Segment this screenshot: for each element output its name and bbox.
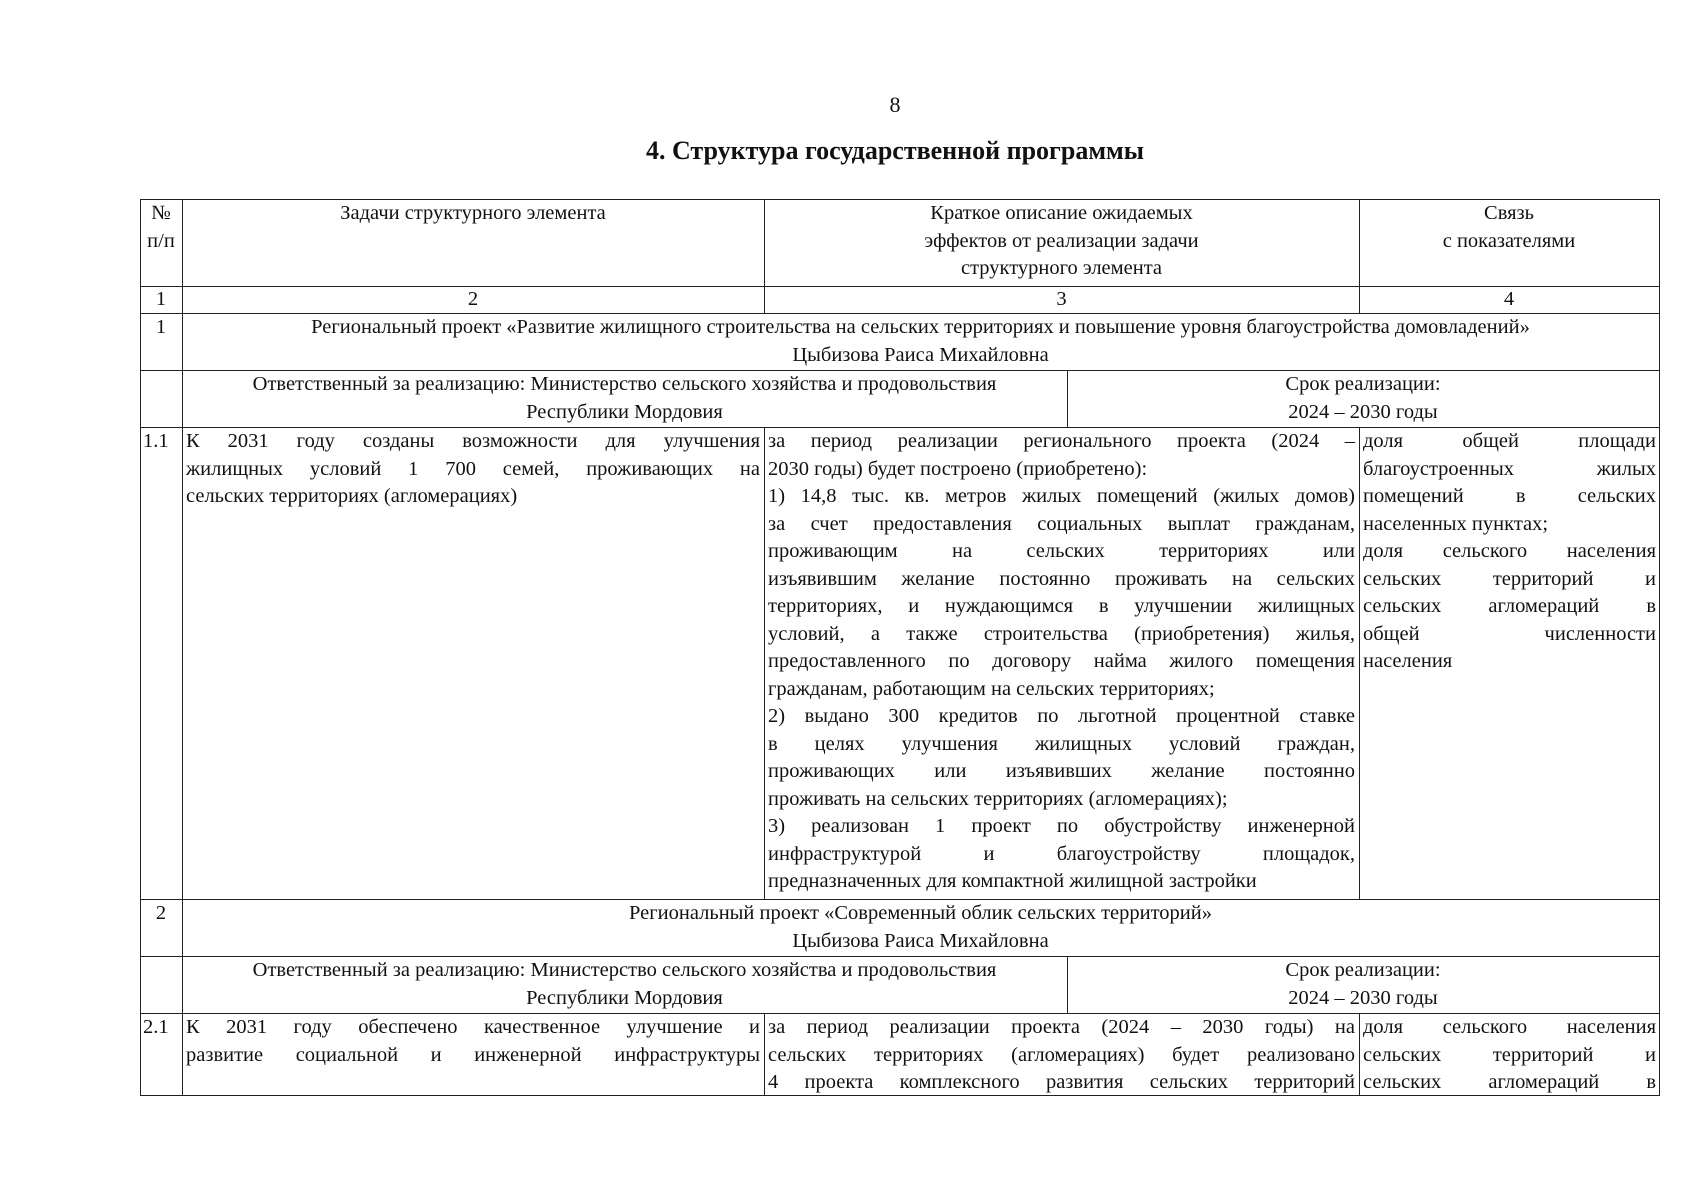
term-line: 2024 – 2030 годы xyxy=(1288,400,1438,423)
col-number: 3 xyxy=(1056,288,1067,310)
task-text-line: К 2031 году обеспечено качественное улучшение и xyxy=(186,1016,760,1038)
effect-line: за период реализации проекта (2024 – 2030 годы) на xyxy=(768,1016,1355,1038)
indicator-line: сельских территорий и xyxy=(1363,567,1656,590)
effect-line: за счет предоставления социальных выплат гражданам, xyxy=(768,512,1355,535)
effect-line: предназначенных для компактной жилищной застройки xyxy=(768,870,1257,892)
indicator-line: сельских агломераций в xyxy=(1363,595,1656,617)
project-responsible xyxy=(182,371,1067,426)
effect-line: инфраструктурой и благоустройству площадок, xyxy=(768,842,1355,865)
effect-line: условий, а также строительства (приобретения) жилья, xyxy=(768,622,1355,645)
project-head: Цыбизова Раиса Михайловна xyxy=(792,929,1049,952)
effect-line: гражданам, работающим на сельских территориях; xyxy=(768,677,1215,700)
effect-line: проживающих или изъявивших желание постоянно xyxy=(768,760,1355,782)
indicator-line: населения xyxy=(1363,650,1453,672)
project-title xyxy=(182,314,1659,369)
effect-line: 4 проекта комплексного развития сельских территорий xyxy=(768,1071,1355,1093)
task-indicators xyxy=(1363,1014,1656,1097)
task-number: 2.1 xyxy=(143,1016,169,1038)
project-title-text: Региональный проект «Современный облик сельских территорий» xyxy=(629,902,1212,924)
task-text-line: развитие социальной и инженерной инфраструктуры xyxy=(186,1043,760,1066)
col-number: 2 xyxy=(467,288,479,310)
task-number: 1.1 xyxy=(143,430,169,452)
indicator-line: сельских территорий и xyxy=(1363,1043,1656,1066)
header-num-line: п/п xyxy=(147,229,175,252)
table-rule xyxy=(764,427,765,899)
effect-line: 3) реализован 1 проект по обустройству инженерной xyxy=(768,815,1355,837)
project-head: Цыбизова Раиса Михайловна xyxy=(792,343,1049,366)
task-text-line: сельских территориях (агломерациях) xyxy=(186,485,518,507)
effect-line: 2) выдано 300 кредитов по льготной процентной ставке xyxy=(768,705,1355,727)
section-title: 4. Структура государственной программы xyxy=(645,136,1145,165)
task-text xyxy=(186,1014,760,1069)
table-border xyxy=(1659,199,1660,1096)
task-text xyxy=(186,428,760,511)
header-num xyxy=(140,200,182,255)
col-number: 1 xyxy=(155,288,167,310)
term-line: 2024 – 2030 годы xyxy=(1288,986,1438,1009)
project-responsible xyxy=(182,957,1067,1012)
project-term xyxy=(1067,371,1659,426)
task-text-line: К 2031 году созданы возможности для улучшения xyxy=(186,430,760,452)
effect-line: предоставленного по договору найма жилого помещения xyxy=(768,650,1355,672)
project-number: 2 xyxy=(155,902,167,924)
effect-line: изъявившим желание постоянно проживать на сельских xyxy=(768,567,1355,590)
indicator-line: благоустроенных жилых xyxy=(1363,457,1656,480)
effect-line: проживающим на сельских территориях или xyxy=(768,540,1355,562)
header-indicators-line: Связь xyxy=(1484,202,1534,224)
task-effects xyxy=(768,1014,1355,1097)
table-rule xyxy=(1359,1013,1360,1095)
task-indicators xyxy=(1363,428,1656,676)
effect-line: проживать на сельских территориях (агломерациях); xyxy=(768,787,1228,810)
task-text-line: жилищных условий 1 700 семей, проживающих на xyxy=(186,457,760,480)
indicator-line: доля общей площади xyxy=(1363,430,1656,452)
term-line: Срок реализации: xyxy=(1285,959,1441,981)
header-indicators-line: с показателями xyxy=(1442,229,1576,252)
effect-line: сельских территориях (агломерациях) будет реализовано xyxy=(768,1043,1355,1066)
page-number: 8 xyxy=(889,92,901,117)
responsible-line: Республики Мордовия xyxy=(526,400,723,423)
effect-line: в целях улучшения жилищных условий граждан, xyxy=(768,732,1355,755)
effect-line: за период реализации регионального проекта (2024 – xyxy=(768,430,1355,452)
header-effects xyxy=(764,200,1359,283)
col-number: 4 xyxy=(1503,288,1515,310)
header-num-line: № xyxy=(151,202,171,224)
header-effects-line: структурного элемента xyxy=(960,257,1163,279)
header-indicators xyxy=(1359,200,1659,255)
effect-line: 1) 14,8 тыс. кв. метров жилых помещений (жилых домов) xyxy=(768,485,1355,507)
task-effects xyxy=(768,428,1355,896)
responsible-line: Республики Мордовия xyxy=(526,986,723,1009)
indicator-line: общей численности xyxy=(1363,622,1656,645)
project-title-text: Региональный проект «Развитие жилищного строительства на сельских территориях и повышение уровня благоустройства домовладений» xyxy=(311,316,1530,338)
effect-line: территориях, и нуждающимся в улучшении жилищных xyxy=(768,595,1355,617)
header-tasks xyxy=(182,200,764,228)
header-effects-line: эффектов от реализации задачи xyxy=(924,229,1199,252)
effect-line: 2030 годы) будет построено (приобретено): xyxy=(768,457,1148,480)
project-number: 1 xyxy=(155,316,167,338)
indicator-line: сельских агломераций в xyxy=(1363,1071,1656,1093)
responsible-line: Ответственный за реализацию: Министерство сельского хозяйства и продовольствия xyxy=(252,373,997,395)
responsible-line: Ответственный за реализацию: Министерство сельского хозяйства и продовольствия xyxy=(252,959,997,981)
table-rule xyxy=(1359,427,1360,899)
header-effects-line: Краткое описание ожидаемых xyxy=(930,202,1193,224)
structure-table xyxy=(140,199,1660,1096)
table-rule xyxy=(764,1013,765,1095)
indicator-line: помещений в сельских xyxy=(1363,485,1656,507)
indicator-line: доля сельского населения xyxy=(1363,1016,1656,1038)
term-line: Срок реализации: xyxy=(1285,373,1441,395)
header-tasks-text: Задачи структурного элемента xyxy=(340,202,606,224)
indicator-line: доля сельского населения xyxy=(1363,540,1656,562)
project-term xyxy=(1067,957,1659,1012)
indicator-line: населенных пунктах; xyxy=(1363,512,1549,535)
project-title xyxy=(182,900,1659,955)
